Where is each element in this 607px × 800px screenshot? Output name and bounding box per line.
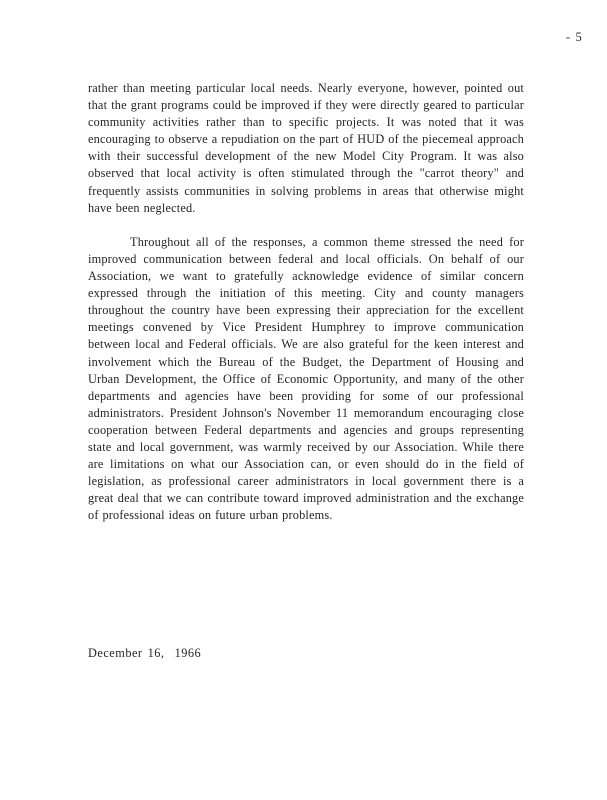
body-paragraph-1: rather than meeting particular local needs. Nearly everyone, however, pointed out that the grant programs could be improved if they were directly geared to particular community activities rather than to specific projects. It was noted that it was encouraging to observe a repudiation on the part of HUD of the piecemeal approach with their successful development of the new Model City Program. It was also observed that local activity is often stimulated through the "carrot theory" and frequently assists communities in solving problems in areas that otherwise might have been neglected. xyxy=(88,81,524,215)
page-number: - 5 xyxy=(565,30,583,44)
document-body xyxy=(88,80,524,524)
document-date: December 16, 1966 xyxy=(88,646,202,660)
body-paragraph-2: Throughout all of the responses, a common theme stressed the need for improved communication between federal and local officials. On behalf of our Association, we want to gratefully acknowledge evidence of similar concern expressed through the initiation of this meeting. City and county managers throughout the country have been expressing their appreciation for the excellent meetings convened by Vice President Humphrey to improve communication between local and Federal officials. We are also grateful for the keen interest and involvement which the Bureau of the Budget, the Department of Housing and Urban Development, the Office of Economic Opportunity, and many of the other departments and agencies have been providing for some of our professional administrators. President Johnson's November 11 memorandum encouraging close cooperation between Federal departments and agencies and groups representing state and local government, was warmly received by our Association. While there are limitations on what our Association can, or even should do in the field of legislation, as professional career administrators in local government there is a great deal that we can contribute toward improved administration and the exchange of professional ideas on future urban problems. xyxy=(88,234,524,523)
